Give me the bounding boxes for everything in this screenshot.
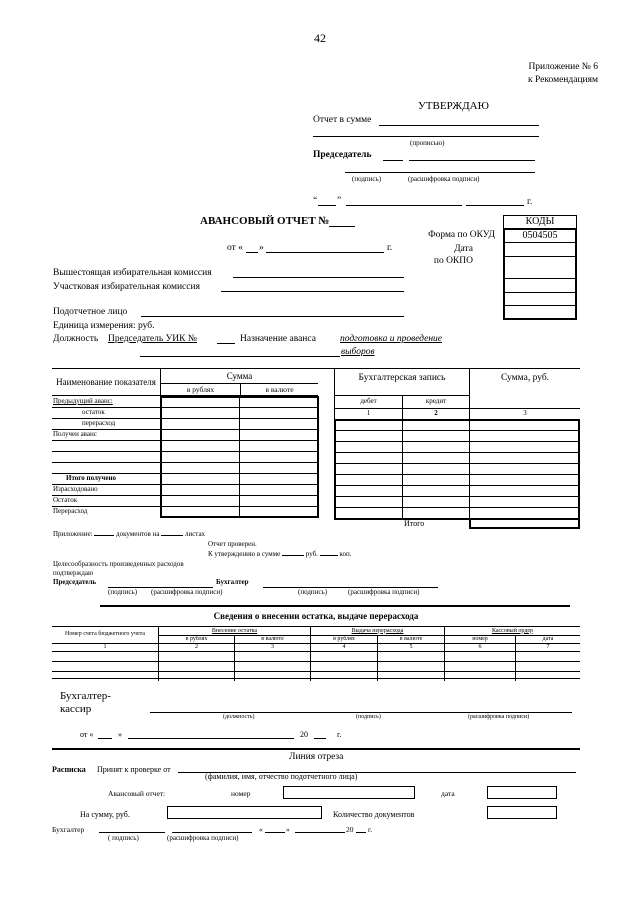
expediency-1: Целесообразность произведенных расходов <box>53 560 184 568</box>
rem-cell <box>52 651 159 661</box>
from-year: г. <box>387 243 393 253</box>
row-remainder <box>52 408 319 419</box>
receipt-doc-count-box[interactable] <box>487 806 557 819</box>
row-spent <box>52 485 319 496</box>
remainder-top-line <box>100 605 570 607</box>
acc-values-box <box>334 419 580 520</box>
remainder-table <box>52 627 580 681</box>
rem-num: 6 <box>445 643 516 651</box>
receipt-number-box[interactable] <box>283 786 415 799</box>
col-debit: дебет <box>360 397 377 405</box>
acc-row-line <box>336 474 579 475</box>
approve-rub-line <box>282 555 304 556</box>
h-deposit: Внесение остатка <box>159 627 311 635</box>
rem-cell <box>235 661 311 671</box>
receipt-year-line <box>356 832 366 833</box>
rem-cell <box>378 651 445 661</box>
rub-label: руб. <box>305 550 318 558</box>
receipt-fio-hint: (фамилия, имя, отчество подотчетного лица) <box>205 772 358 781</box>
rem-num: 1 <box>52 643 159 651</box>
remainder-title: Сведения о внесении остатка, выдаче перерасхода <box>213 611 419 621</box>
num-3: 3 <box>523 409 527 417</box>
accountable-person-label: Подотчетное лицо <box>53 307 128 317</box>
cashier-day-line <box>98 738 112 739</box>
chairman-sign-line <box>383 160 403 161</box>
main-table-left <box>52 369 318 396</box>
col-sum-rub-header: Сумма, руб. <box>500 373 550 383</box>
position-label: Должность <box>53 334 99 344</box>
attach-docs-label: документов на <box>116 530 160 538</box>
receipt-sign-line <box>99 832 165 833</box>
okud-value: 0504505 <box>522 230 558 241</box>
date-month-line <box>346 205 462 206</box>
acc-values-divider-2 <box>469 420 470 519</box>
h-pay-rub: в рублях <box>311 635 378 643</box>
codes-divider-4 <box>505 292 575 293</box>
chairman-sign-label: Председатель <box>53 578 97 586</box>
cashier-month-line <box>128 738 294 739</box>
rem-cell <box>235 671 311 681</box>
row-label: Перерасход <box>53 507 88 515</box>
rem-cell <box>52 671 159 681</box>
receipt-label: Расписка <box>52 765 86 774</box>
date-year-line <box>466 205 524 206</box>
purpose-value-1: подготовка и проведение <box>340 334 442 344</box>
appendix-line1: Приложение № 6 <box>528 62 598 72</box>
receipt-accepted: Принят к проверке от <box>97 765 171 774</box>
receipt-date-close: » <box>286 825 290 834</box>
rem-cell <box>378 661 445 671</box>
accountant-decode-hint: (расшифровка подписи) <box>348 588 420 596</box>
purpose-label: Назначение аванса <box>240 334 316 344</box>
rem-num: 7 <box>516 643 581 651</box>
row-label: Получен аванс <box>53 430 97 438</box>
okud-label: Форма по ОКУД <box>428 230 495 240</box>
accountant-sign-label: Бухгалтер <box>216 578 249 586</box>
report-sum-line <box>379 125 539 126</box>
report-title: АВАНСОВЫЙ ОТЧЕТ № <box>200 215 330 227</box>
appendix-line2: к Рекомендациям <box>528 75 598 85</box>
chairman-decode-hint: (расшифровка подписи) <box>151 588 223 596</box>
row-empty <box>52 441 319 452</box>
remainder-table-bottom <box>52 678 580 679</box>
from-label: от « <box>227 243 243 253</box>
receipt-doc-count-label: Количество документов <box>333 810 415 819</box>
rem-cell <box>311 671 378 681</box>
accountant-sign-hint: (подпись) <box>298 588 328 596</box>
codes-divider-5 <box>505 305 575 306</box>
col-sum-header: Сумма <box>161 369 319 383</box>
rem-cell <box>159 661 235 671</box>
row-prev-advance <box>52 397 319 408</box>
attach-checked <box>53 540 453 550</box>
h-date: дата <box>516 635 581 643</box>
cashier-line <box>150 712 572 713</box>
acc-row-line <box>336 496 579 497</box>
position-value: Председатель УИК № <box>108 334 197 344</box>
date-year-suffix: г. <box>527 197 533 207</box>
attach-sheets-label: листах <box>184 530 206 538</box>
cashier-from: от « <box>80 730 94 739</box>
acc-row-line <box>336 441 579 442</box>
rem-cell <box>378 671 445 681</box>
date-day-line <box>318 205 336 206</box>
total-label: Итого <box>404 519 425 528</box>
report-number-line <box>329 226 355 227</box>
left-rows <box>52 397 319 517</box>
attach-approve-sum <box>53 550 453 560</box>
row-label: Предыдущий аванс: <box>53 397 113 405</box>
receipt-date-open: « <box>259 825 263 834</box>
row-overrun <box>52 419 319 430</box>
receipt-decode-line <box>172 832 252 833</box>
row-received <box>52 430 319 441</box>
approve-kop-line <box>320 555 338 556</box>
cut-line-label: Линия отреза <box>289 752 344 762</box>
purpose-value-2: выборов <box>341 347 375 357</box>
okpo-label: по ОКПО <box>433 256 473 266</box>
row-empty <box>52 463 319 474</box>
unit-label: Единица измерения: руб. <box>53 321 155 331</box>
acc-values-divider-1 <box>402 420 403 519</box>
h-account: Номер счета бюджетного учета <box>52 627 159 643</box>
rem-cell <box>516 651 581 661</box>
rem-cell <box>516 671 581 681</box>
receipt-date-label: дата <box>441 789 455 798</box>
acc-row-line <box>336 507 579 508</box>
row-label: Итого получено <box>66 474 117 482</box>
rem-cell <box>445 651 516 661</box>
report-sum-line2 <box>313 136 539 137</box>
attach-sheets-line <box>161 535 183 536</box>
signature-hint: (подпись) <box>352 175 382 183</box>
col-acc-header: Бухгалтерская запись <box>358 373 446 383</box>
date-label: Дата <box>454 244 473 254</box>
row-label: Израсходовано <box>53 485 98 493</box>
date-quote-close: ” <box>337 196 342 206</box>
acc-row-line <box>336 430 579 431</box>
num-1: 1 <box>366 409 371 417</box>
rem-cell <box>445 661 516 671</box>
purpose-line-2 <box>140 356 340 357</box>
approve-title: УТВЕРЖДАЮ <box>418 100 489 112</box>
cashier-decode-hint: (расшифровка подписи) <box>468 714 530 720</box>
page-number: 42 <box>314 31 326 45</box>
higher-commission-line <box>233 277 404 278</box>
rem-num: 4 <box>311 643 378 651</box>
col-name-header: Наименование показателя <box>52 369 161 395</box>
rem-cell <box>445 671 516 681</box>
receipt-sign-hint: ( подпись) <box>108 834 139 842</box>
chairman-line2 <box>345 172 535 173</box>
cashier-sign-hint: (подпись) <box>356 714 381 720</box>
acc-row-line <box>336 452 579 453</box>
rem-cell <box>311 651 378 661</box>
receipt-month-line <box>295 832 345 833</box>
attach-line1 <box>53 530 453 540</box>
h-number: номер <box>445 635 516 643</box>
from-day-line <box>246 252 258 253</box>
attach-label: Приложение: <box>53 530 93 538</box>
receipt-advance-report: Авансовый отчет: <box>108 789 166 798</box>
row-total-received <box>52 474 319 485</box>
checked-label: Отчет проверен. <box>208 540 257 548</box>
attach-docs-line <box>94 535 114 536</box>
cashier-quote: » <box>118 730 122 739</box>
cashier-label-1: Бухгалтер- <box>60 690 111 702</box>
row-label: остаток <box>82 408 105 416</box>
from-mid: » <box>259 243 264 253</box>
accountant-sign-line <box>263 587 438 588</box>
codes-header: КОДЫ <box>503 215 577 229</box>
codes-divider-3 <box>505 278 575 279</box>
row-label: перерасход <box>82 419 116 427</box>
accountable-person-line <box>141 316 404 317</box>
receipt-number-label: номер <box>231 789 251 798</box>
chairman-decode-line <box>409 160 535 161</box>
h-dep-rub: в рублях <box>159 635 235 643</box>
chairman-sign-hint: (подпись) <box>108 588 138 596</box>
sign-hints <box>53 588 453 598</box>
acc-row-line <box>336 485 579 486</box>
rem-num: 3 <box>235 643 311 651</box>
cashier-year-prefix: 20 <box>300 730 308 739</box>
receipt-decode-hint: (расшифровка подписи) <box>167 834 239 842</box>
rem-cell <box>159 651 235 661</box>
receipt-accountant: Бухгалтер <box>52 825 85 834</box>
chairman-label: Председатель <box>313 150 372 160</box>
row-label: Остаток <box>53 496 78 504</box>
receipt-year-suffix: г. <box>368 825 373 834</box>
rem-cell <box>159 671 235 681</box>
position-number-line <box>217 343 235 344</box>
date-quote-open: “ <box>313 196 318 206</box>
acc-row-line <box>336 463 579 464</box>
rem-cell <box>235 651 311 661</box>
h-dep-cur: в валюте <box>235 635 311 643</box>
receipt-year-prefix: 20 <box>346 825 354 834</box>
cut-line <box>52 748 580 750</box>
receipt-date-box[interactable] <box>487 786 557 799</box>
total-box <box>469 518 580 529</box>
precinct-commission-label: Участковая избирательная комиссия <box>53 282 200 292</box>
kop-label: коп. <box>339 550 352 558</box>
h-cash-order: Кассовый ордер <box>491 627 534 634</box>
rem-cell <box>52 661 159 671</box>
h-payout: Выдача перерасхода <box>311 627 445 635</box>
codes-divider-2 <box>505 256 575 257</box>
cashier-year-line <box>314 738 326 739</box>
higher-commission-label: Вышестоящая избирательная комиссия <box>53 268 212 278</box>
cashier-label-2: кассир <box>60 703 92 715</box>
num-2: 2 <box>434 409 438 417</box>
rem-num: 2 <box>159 643 235 651</box>
receipt-amount-label: На сумму, руб. <box>80 810 130 819</box>
receipt-day-line <box>265 832 285 833</box>
col-cur-header: в валюте <box>241 383 319 395</box>
precinct-commission-line <box>221 291 404 292</box>
decode-hint: (расшифровка подписи) <box>408 175 480 183</box>
chairman-sign-line2 <box>108 587 213 588</box>
from-month-line <box>266 252 384 253</box>
approve-sum-label: К утверждению в сумме <box>208 550 281 558</box>
h-pay-cur: в валюте <box>378 635 445 643</box>
cashier-year-suffix: г. <box>337 730 342 739</box>
rem-cell <box>516 661 581 671</box>
rem-num: 5 <box>378 643 445 651</box>
codes-divider-1 <box>505 242 575 243</box>
receipt-amount-box[interactable] <box>167 806 322 819</box>
row-overrun-final <box>52 507 319 517</box>
row-empty <box>52 452 319 463</box>
col-rub-header: в рублях <box>161 383 241 395</box>
col-credit: кредит <box>425 397 447 405</box>
in-words-hint: (прописью) <box>410 139 445 147</box>
cashier-position-hint: (должность) <box>223 714 255 720</box>
report-sum-label: Отчет в сумме <box>313 115 372 125</box>
rem-cell <box>311 661 378 671</box>
expediency-2: подтверждаю <box>53 569 94 577</box>
row-rest <box>52 496 319 507</box>
